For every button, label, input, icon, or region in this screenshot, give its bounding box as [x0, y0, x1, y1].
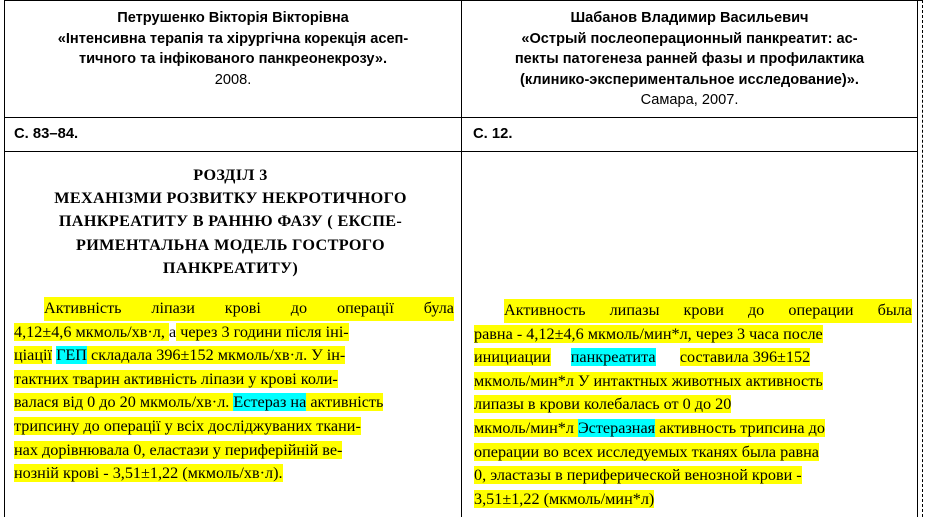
right-term-esteraznaya: Эстеразная: [577, 418, 656, 437]
left-body-paragraph: [14, 297, 454, 486]
left-body-line: валася від 0 до 20 мкмоль/хв·л.: [14, 393, 230, 412]
left-body-line: Активність ліпази крові до операції була: [44, 297, 454, 321]
right-body-line: активность трипсина до: [659, 418, 825, 437]
right-body-line: составила 396±152: [679, 348, 811, 367]
left-body-line: ціації: [14, 346, 53, 365]
right-body-line: равна - 4,12±4,6 мкмоль/мин*л, через 3 часа после: [474, 324, 823, 343]
right-author: Шабанов Владимир Васильевич: [570, 10, 809, 26]
section-title-line: ПАНКРЕАТИТУ В РАННЮ ФАЗУ ( ЕКСПЕ-: [58, 212, 403, 231]
left-body-line: тактних тварин активність ліпази у крові коли-: [14, 369, 338, 388]
left-body-word-highlight: а: [168, 322, 177, 341]
right-term-pancreatitis: панкреатита: [570, 348, 656, 367]
table-border-right: [917, 0, 918, 517]
section-title-line: РОЗДІЛ 3: [193, 166, 268, 184]
right-title-line2: пекты патогенеза ранней фазы и профилактика: [514, 51, 865, 67]
section-title-line: МЕХАНІЗМИ РОЗВИТКУ НЕКРОТИЧНОГО: [54, 189, 407, 208]
left-body-line: трипсину до операції у всіх досліджуваних ткани-: [14, 416, 361, 435]
left-body-line: складала 396±152 мкмоль/хв·л. У ін-: [91, 346, 346, 365]
page-row-divider: [4, 151, 918, 152]
right-body-line: Активность липазы крови до операции была: [504, 299, 912, 323]
left-source-header: [5, 8, 461, 90]
right-title-line3: (клинико-экспериментальное исследование)».: [520, 71, 859, 88]
header-row-divider: [4, 117, 918, 118]
right-page-ref: С. 12.: [473, 126, 513, 142]
table-border-top: [4, 0, 922, 1]
right-source-header: [462, 8, 917, 111]
left-term-esteraz: Естераз на: [233, 393, 307, 412]
left-body-line: активність: [310, 393, 384, 412]
right-body-line: 0, эластазы в периферической венозной крови -: [474, 466, 802, 485]
left-body-line: нозній крові - 3,51±1,22 (мкмоль/хв·л).: [14, 464, 283, 483]
right-edge-dashed-line: [922, 0, 923, 517]
right-body-line: инициации: [474, 348, 551, 367]
right-body-line: операции во всех исследуемых тканях была равна: [474, 442, 819, 461]
right-body-paragraph: [474, 299, 912, 511]
left-section-title: [8, 164, 453, 280]
section-title-line: ПАНКРЕАТИТУ): [162, 258, 299, 277]
left-author: Петрушенко Вікторія Вікторівна: [117, 10, 349, 26]
section-title-line: РИМЕНТАЛЬНА МОДЕЛЬ ГОСТРОГО: [75, 235, 385, 254]
right-title-line1: «Острый послеоперационный панкреатит: ас-: [521, 30, 858, 47]
left-page-ref: С. 83–84.: [14, 126, 79, 142]
right-body-line: мкмоль/мин*л У интактных животных активность: [474, 371, 823, 390]
left-title-line1: «Інтенсивна терапія та хірургічна корекція асеп-: [57, 30, 409, 47]
left-body-line: через 3 години після іні-: [180, 322, 349, 341]
right-body-line: 3,51±1,22 (мкмоль/мин*л): [474, 489, 655, 508]
left-title-line2: тичного та інфікованого панкреонекрозу».: [78, 51, 388, 67]
left-body-line: нах дорівнювала 0, еластази у периферійній ве-: [14, 440, 343, 459]
right-body-line: мкмоль/мин*л: [474, 418, 574, 437]
right-body-line: липазы в крови колебалась от 0 до 20: [474, 395, 732, 414]
right-city-year: Самара, 2007.: [640, 92, 739, 108]
left-body-line: 4,12±4,6 мкмоль/хв·л,: [14, 322, 165, 341]
left-year: 2008.: [214, 71, 252, 88]
left-term-gep: ГЕП: [56, 346, 87, 365]
